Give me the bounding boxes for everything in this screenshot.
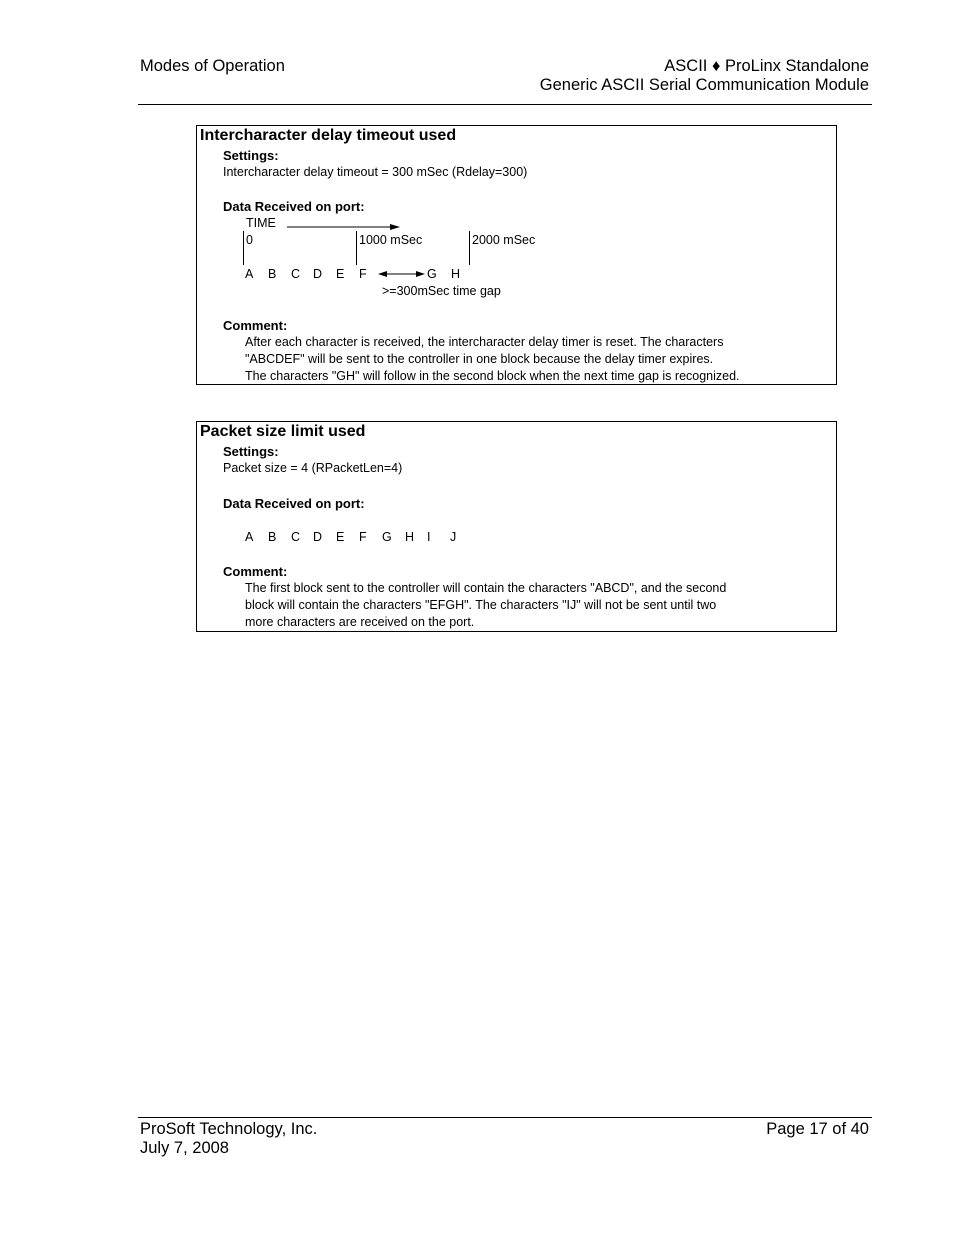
char-f: F [359, 267, 367, 281]
header-section-title: Modes of Operation [140, 57, 285, 75]
char-h: H [451, 267, 461, 281]
settings-text: Intercharacter delay timeout = 300 mSec (Rdelay=300) [223, 165, 528, 179]
char-f: F [359, 530, 367, 544]
intercharacter-delay-example [196, 125, 837, 385]
char-c: C [291, 530, 301, 544]
data-received-label: Data Received on port: [223, 496, 365, 511]
char-i: I [427, 530, 431, 544]
char-g: G [382, 530, 392, 544]
char-h: H [405, 530, 415, 544]
page-number: Page 17 of 40 [766, 1120, 869, 1138]
char-d: D [313, 267, 323, 281]
tick-label-2000: 2000 mSec [472, 233, 536, 247]
example-title: Intercharacter delay timeout used [200, 127, 457, 144]
tick-label-1000: 1000 mSec [359, 233, 423, 247]
tick-label-0: 0 [246, 233, 253, 247]
tick-1000 [356, 231, 357, 265]
footer-company: ProSoft Technology, Inc. [140, 1120, 318, 1138]
settings-label: Settings: [223, 444, 279, 459]
char-c: C [291, 267, 301, 281]
header-product: ASCII ♦ ProLinx Standalone [664, 57, 869, 75]
time-arrow [287, 223, 401, 231]
data-received-label: Data Received on port: [223, 199, 365, 214]
gap-label: >=300mSec time gap [382, 284, 501, 298]
settings-text: Packet size = 4 (RPacketLen=4) [223, 461, 403, 475]
char-d: D [313, 530, 323, 544]
time-label: TIME [246, 216, 276, 230]
char-g: G [427, 267, 437, 281]
comment-label: Comment: [223, 564, 288, 579]
comment-line: After each character is received, the intercharacter delay timer is reset. The characters [245, 335, 724, 349]
footer-left [140, 1120, 317, 1158]
char-e: E [336, 267, 345, 281]
example-title: Packet size limit used [200, 423, 366, 440]
comment-line: The first block sent to the controller will contain the characters "ABCD", and the second [245, 581, 727, 595]
char-e: E [336, 530, 345, 544]
header-rule [138, 104, 872, 105]
header-module: Generic ASCII Serial Communication Module [539, 76, 869, 94]
char-b: B [268, 267, 277, 281]
char-j: J [450, 530, 457, 544]
char-b: B [268, 530, 277, 544]
comment-label: Comment: [223, 318, 288, 333]
footer-rule [138, 1117, 872, 1118]
gap-arrow [378, 270, 426, 278]
comment-line: more characters are received on the port. [245, 615, 475, 629]
char-a: A [245, 267, 254, 281]
settings-label: Settings: [223, 148, 279, 163]
footer-date: July 7, 2008 [140, 1139, 229, 1157]
char-a: A [245, 530, 254, 544]
tick-2000 [469, 231, 470, 265]
header-product-info [540, 57, 869, 95]
comment-line: block will contain the characters "EFGH". The characters "IJ" will not be sent until two [245, 598, 717, 612]
comment-line: The characters "GH" will follow in the second block when the next time gap is recognized. [245, 369, 740, 383]
comment-line: "ABCDEF" will be sent to the controller in one block because the delay timer expires. [245, 352, 714, 366]
tick-0 [243, 231, 244, 265]
packet-size-example [196, 421, 837, 632]
